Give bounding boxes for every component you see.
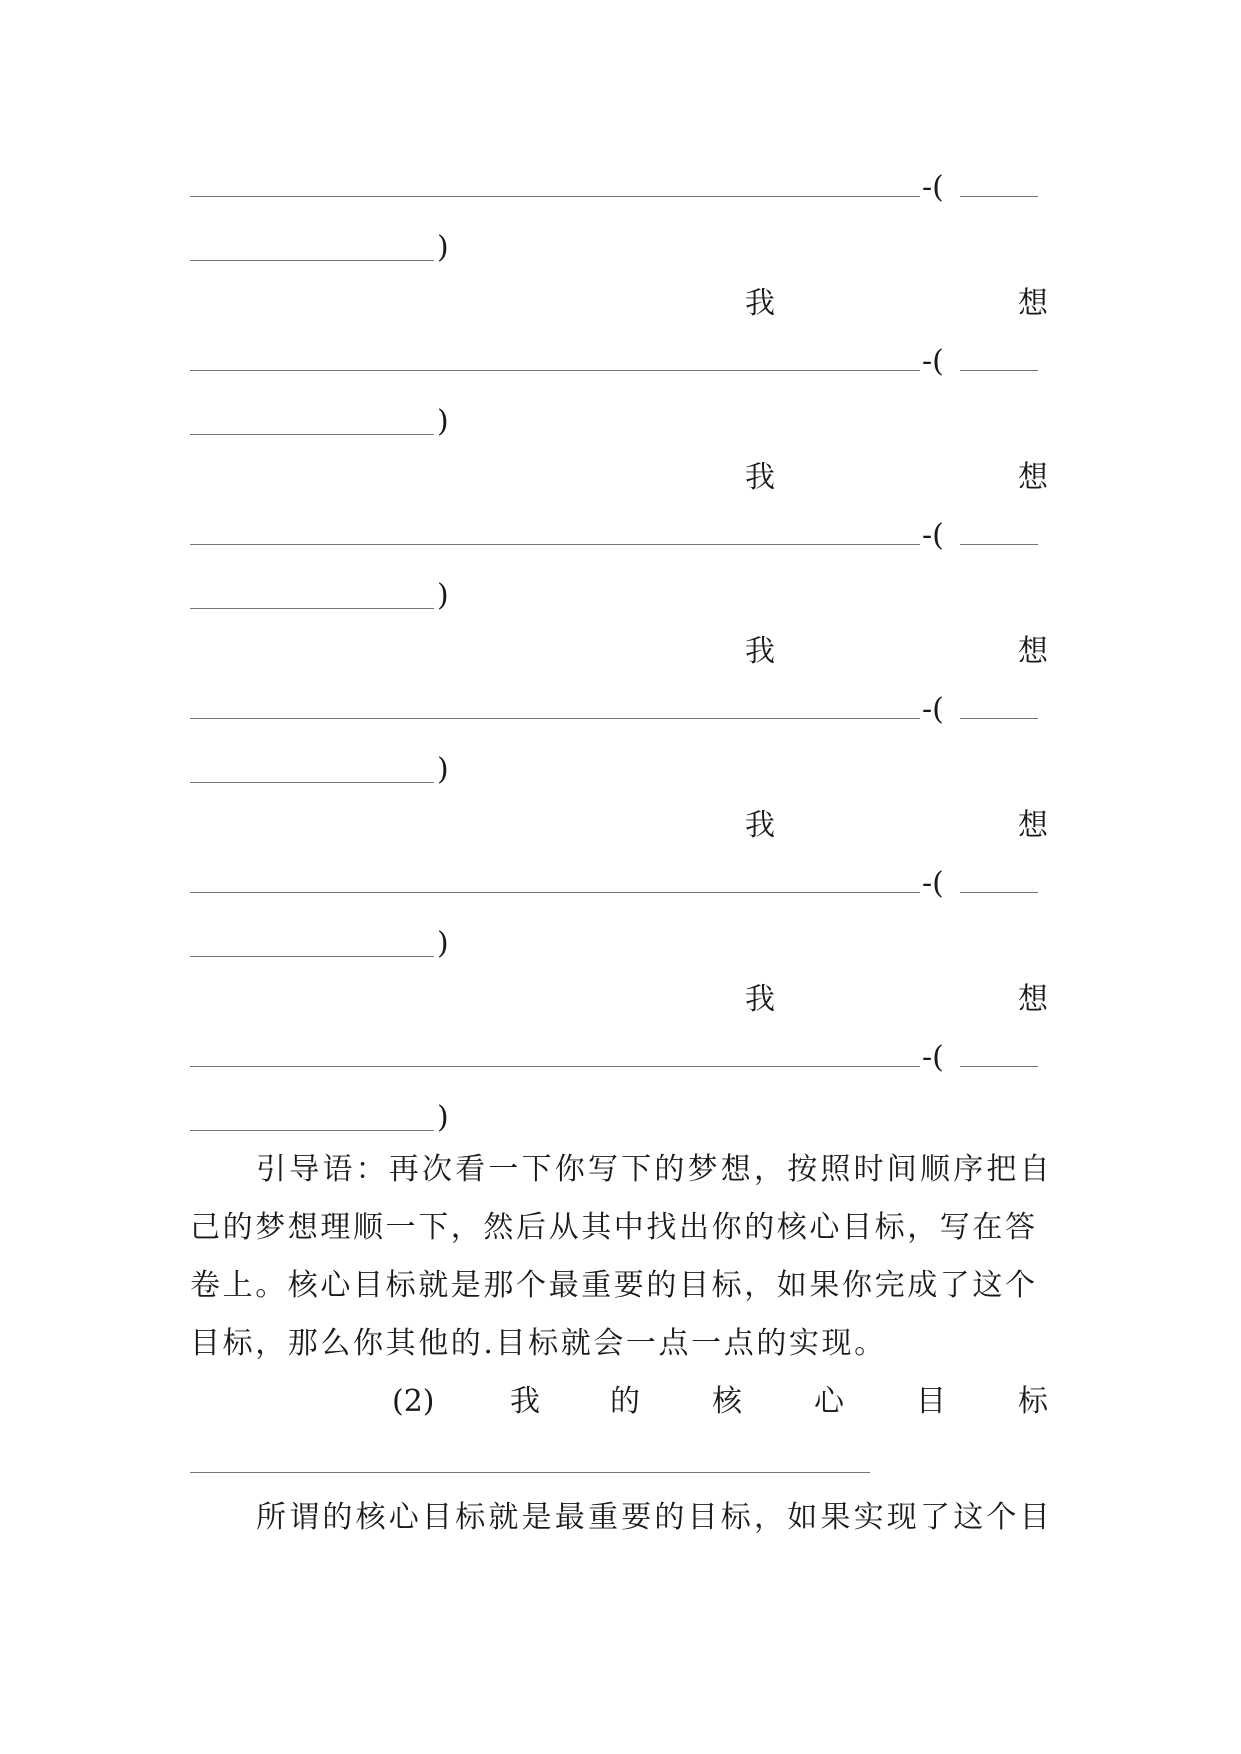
answer-blank-line[interactable]: [960, 1066, 1038, 1067]
answer-blank-line[interactable]: [960, 196, 1038, 197]
answer-blank-line[interactable]: [190, 782, 434, 783]
close-paren: ): [437, 578, 449, 613]
core-goal-char: 我: [510, 1384, 540, 1419]
answer-blank-line[interactable]: [190, 544, 920, 545]
answer-blank-line[interactable]: [960, 370, 1038, 371]
core-goal-char: 的: [610, 1384, 640, 1419]
dash-open-paren: -(: [922, 518, 944, 553]
answer-blank-line[interactable]: [190, 260, 434, 261]
core-goal-char: 标: [1018, 1384, 1048, 1419]
answer-blank-line[interactable]: [190, 196, 920, 197]
answer-blank-line[interactable]: [960, 718, 1038, 719]
answer-blank-line[interactable]: [960, 892, 1038, 893]
close-paren: ): [437, 230, 449, 265]
xiang-char: 想: [1018, 460, 1048, 495]
core-goal-char: 心: [814, 1384, 844, 1419]
core-goal-char: 目: [916, 1384, 946, 1419]
xiang-char: 想: [1018, 808, 1048, 843]
close-paren: ): [437, 1100, 449, 1135]
dash-open-paren: -(: [922, 692, 944, 727]
xiang-char: 想: [1018, 982, 1048, 1017]
dash-open-paren: -(: [922, 1040, 944, 1075]
answer-blank-line[interactable]: [190, 608, 434, 609]
wo-char: 我: [745, 634, 775, 669]
answer-blank-line[interactable]: [190, 892, 920, 893]
answer-blank-line[interactable]: [190, 1066, 920, 1067]
dash-open-paren: -(: [922, 866, 944, 901]
answer-blank-line[interactable]: [960, 544, 1038, 545]
wo-char: 我: [745, 286, 775, 321]
answer-blank-line[interactable]: [190, 370, 920, 371]
guide-line: 己的梦想理顺一下，然后从其中找出你的核心目标，写在答: [190, 1210, 1038, 1245]
wo-char: 我: [745, 460, 775, 495]
core-goal-char: 核: [712, 1384, 742, 1419]
close-paren: ): [437, 926, 449, 961]
answer-blank-line[interactable]: [190, 1130, 434, 1131]
guide-line: 目标，那么你其他的.目标就会一点一点的实现。: [190, 1326, 887, 1361]
close-paren: ): [437, 404, 449, 439]
answer-blank-line[interactable]: [190, 956, 434, 957]
dash-open-paren: -(: [922, 344, 944, 379]
wo-char: 我: [745, 982, 775, 1017]
guide-line: 卷上。核心目标就是那个最重要的目标，如果你完成了这个: [190, 1268, 1038, 1303]
close-paren: ): [437, 752, 449, 787]
dash-open-paren: -(: [922, 170, 944, 205]
definition-line: 所谓的核心目标就是最重要的目标，如果实现了这个目: [256, 1500, 1053, 1535]
core-goal-answer-line[interactable]: [190, 1472, 870, 1473]
guide-line: 引导语：再次看一下你写下的梦想，按照时间顺序把自: [256, 1152, 1053, 1187]
xiang-char: 想: [1018, 634, 1048, 669]
core-goal-number: (2): [392, 1384, 435, 1419]
xiang-char: 想: [1018, 286, 1048, 321]
answer-blank-line[interactable]: [190, 434, 434, 435]
answer-blank-line[interactable]: [190, 718, 920, 719]
wo-char: 我: [745, 808, 775, 843]
